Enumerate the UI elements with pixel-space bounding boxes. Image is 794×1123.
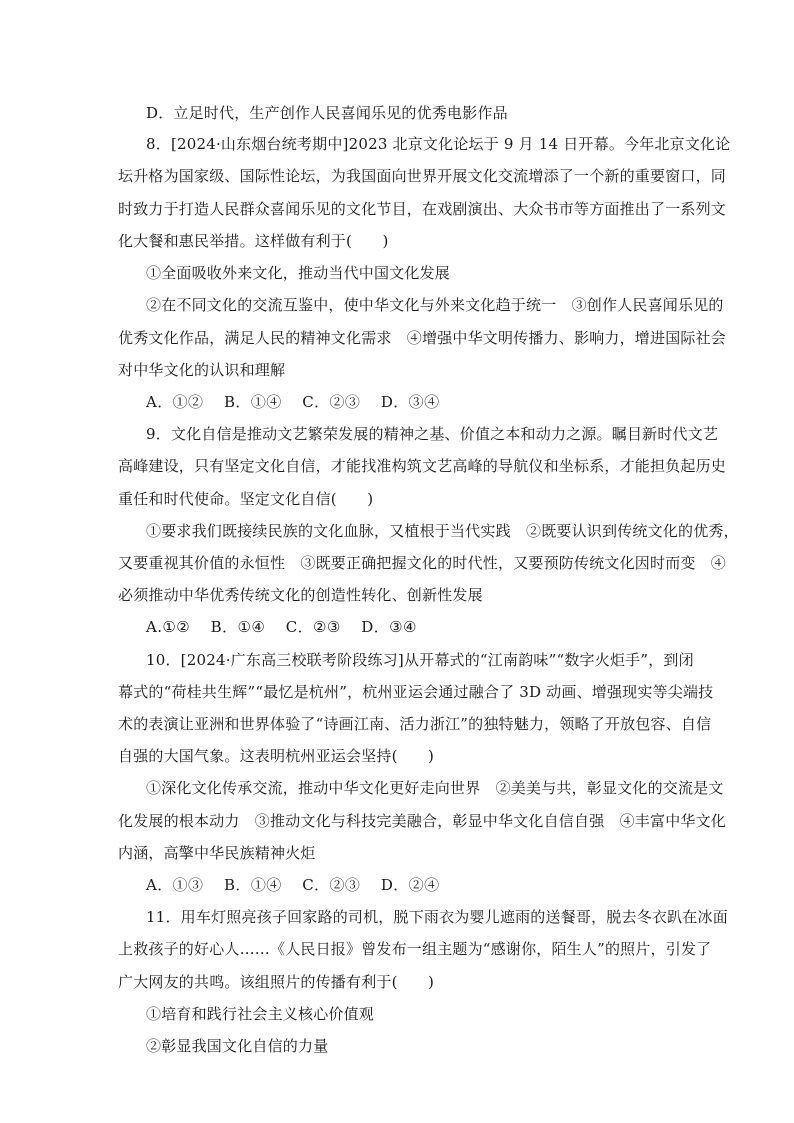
question-10-statement: ①深化文化传承交流，推动中华文化更好走向世界 ②美美与共，彰显文化的交流是文 bbox=[146, 779, 724, 797]
question-9-options: A.①② B．①④ C．②③ D．③④ bbox=[146, 618, 417, 636]
question-8-statement: ②在不同文化的交流互鉴中，使中华文化与外来文化趋于统一 ③创作人民喜闻乐见的 bbox=[146, 296, 724, 314]
option-d-prev-question: D．立足时代，生产创作人民喜闻乐见的优秀电影作品 bbox=[146, 104, 508, 122]
question-8-statement: ①全面吸收外来文化，推动当代中国文化发展 bbox=[146, 264, 451, 282]
question-10-options: A．①③ B．①④ C．②③ D．②④ bbox=[146, 876, 440, 894]
question-11-stem: 上救孩子的好心人……《人民日报》曾发布一组主题为“感谢你，陌生人”的照片，引发了 bbox=[118, 940, 712, 958]
question-8-stem: 8．[2024·山东烟台统考期中]2023 北京文化论坛于 9 月 14 日开幕。今年北京文化论 bbox=[146, 135, 731, 153]
question-8-statement: 对中华文化的认识和理解 bbox=[118, 361, 286, 379]
question-11-statement: ②彰显我国文化自信的力量 bbox=[146, 1037, 329, 1055]
question-9-statement: 必须推动中华优秀传统文化的创造性转化、创新性发展 bbox=[118, 586, 483, 604]
question-10-stem: 自强的大国气象。这表明杭州亚运会坚持( ) bbox=[118, 747, 435, 765]
question-9-statement: 又要重视其价值的永恒性 ③既要正确把握文化的时代性，又要预防传统文化因时而变 ④ bbox=[118, 554, 727, 572]
question-10-stem: 术的表演让亚洲和世界体验了“诗画江南、活力浙江”的独特魅力，领略了开放包容、自信 bbox=[118, 715, 712, 733]
question-11-stem: 广大网友的共鸣。该组照片的传播有利于( ) bbox=[118, 973, 435, 991]
question-9-statement: ①要求我们既接续民族的文化血脉，又植根于当代实践 ②既要认识到传统文化的优秀， bbox=[146, 522, 739, 540]
question-9-stem: 重任和时代使命。坚定文化自信( ) bbox=[118, 490, 374, 508]
question-10-statement: 化发展的根本动力 ③推动文化与科技完美融合，彰显中华文化自信自强 ④丰富中华文化 bbox=[118, 812, 727, 830]
question-10-stem: 10．[2024·广东高三校联考阶段练习]从开幕式的“江南韵味”“数字火炬手”，到闭 bbox=[146, 651, 694, 669]
question-8-statement: 优秀文化作品，满足人民的精神文化需求 ④增强中华文明传播力、影响力，增进国际社会 bbox=[118, 329, 727, 347]
question-11-stem: 11．用车灯照亮孩子回家路的司机，脱下雨衣为婴儿遮雨的送餐哥，脱去冬衣趴在冰面 bbox=[146, 908, 728, 926]
question-8-options: A．①② B．①④ C．②③ D．③④ bbox=[146, 393, 440, 411]
question-11-statement: ①培育和践行社会主义核心价值观 bbox=[146, 1005, 375, 1023]
question-8-stem: 坛升格为国家级、国际性论坛，为我国面向世界开展文化交流增添了一个新的重要窗口，同 bbox=[118, 167, 727, 185]
question-10-stem: 幕式的“荷桂共生辉”“最忆是杭州”，杭州亚运会通过融合了 3D 动画、增强现实等尖端技 bbox=[118, 683, 714, 701]
question-9-stem: 9．文化自信是推动文艺繁荣发展的精神之基、价值之本和动力之源。瞩目新时代文艺 bbox=[146, 425, 719, 443]
question-8-stem: 时致力于打造人民群众喜闻乐见的文化节目，在戏剧演出、大众书市等方面推出了一系列文 bbox=[118, 200, 727, 218]
question-10-statement: 内涵，高擎中华民族精神火炬 bbox=[118, 844, 316, 862]
question-9-stem: 高峰建设，只有坚定文化自信，才能找准构筑文艺高峰的导航仪和坐标系，才能担负起历史 bbox=[118, 457, 727, 475]
question-8-stem: 化大餐和惠民举措。这样做有利于( ) bbox=[118, 232, 389, 250]
